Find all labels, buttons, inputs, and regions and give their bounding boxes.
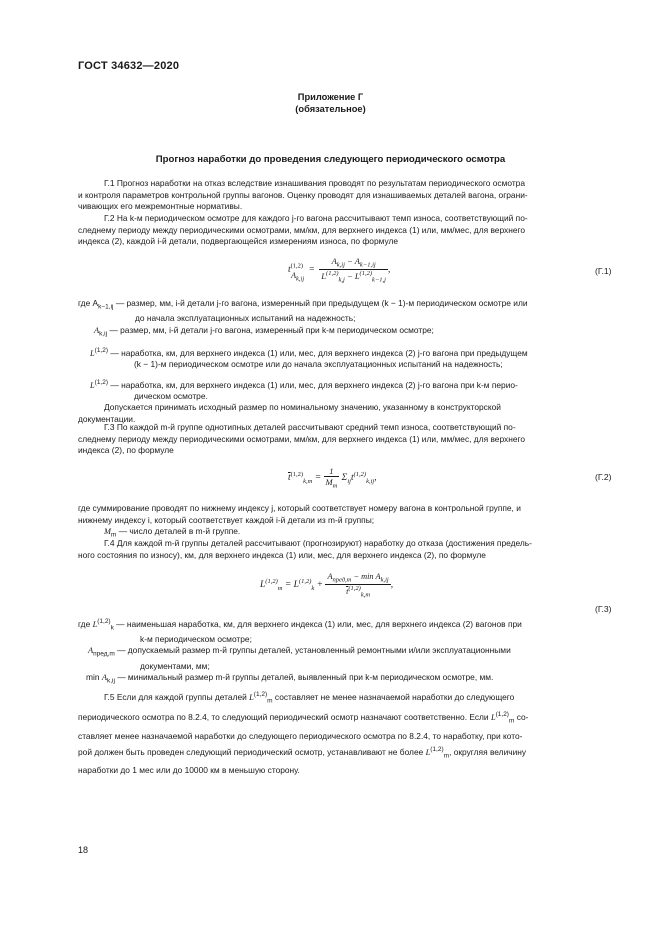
formula-g1: $t^{(1,2)}_{A_{k,ij}}$ = $\frac{A_{k,ij} - A_{k-1,ij}}{L^{(1,2)}_{k,j} - L^{(1,2)}_{k-1,j}}$ , bbox=[288, 256, 391, 284]
legend-item: где $A_{k-1,ij}$ — размер, мм, i-й детали j-го вагона, измеренный при предыдущем (k − 1)-м периодическом осмотре или bbox=[78, 298, 528, 311]
paragraph-g3 bbox=[78, 422, 614, 457]
paragraph-line: Г.4 Для каждой m-й группы деталей рассчитывают (прогнозируют) наработку до отказа (достижения предель- bbox=[104, 538, 532, 548]
paragraph-line: Г.3 По каждой m-й группе однотипных деталей рассчитывают средний темп износа, соответствующий по- bbox=[104, 422, 516, 432]
paragraph-line: следнему периоду между периодическими осмотрами, мм/км, для верхнего индекса (1) или, мм/мес, для верхнего bbox=[78, 224, 526, 235]
legend-g1 bbox=[78, 298, 618, 425]
paragraph-line: Г.5 Если для каждой группы деталей L$^{(1,2)}_m$ составляет не менее назначаемой наработки до следующего bbox=[104, 691, 515, 705]
annex-status: (обязательное) bbox=[295, 104, 366, 114]
note-line: Допускается принимать исходный размер по номинальному значению, указанному в конструкторской bbox=[104, 402, 501, 413]
legend-line: нижнему индексу i, который соответствует каждой i-й детали из m-й группы; bbox=[78, 514, 375, 525]
paragraph-line: и контроля параметров контрольной группы вагонов. Оценку проводят для изнашиваемых деталей вагона, ограни- bbox=[78, 189, 528, 200]
page-number: 18 bbox=[78, 845, 89, 855]
standard-header: ГОСТ 34632—2020 bbox=[78, 60, 180, 72]
formula-g3: L$^{(1,2)}_m$ = L$^{(1,2)}_k$ + $\frac{A_{пред,m} - \min A_{k,ij}}{\overline{t}^{(1,2)}_{k,m}}$ , bbox=[260, 572, 394, 599]
paragraph-line: чивающих его межремонтные нормативы. bbox=[78, 201, 243, 211]
legend-item: L$^{(1,2)}$ — наработка, км, для верхнего индекса (1) или, мес, для верхнего индекса (2) j-го вагона при k-м перио- bbox=[90, 378, 518, 390]
legend-item: $A_{пред,m}$ — допускаемый размер m-й группы деталей, установленный ремонтными и/или эксплуатационными bbox=[88, 645, 511, 659]
formula-number-g3: (Г.3) bbox=[595, 604, 612, 614]
paragraph-line: наработки до 1 мес или до 10000 км в меньшую сторону. bbox=[78, 765, 300, 776]
paragraph-g5 bbox=[78, 688, 614, 777]
legend-item: $A_{k,ij}$ — размер, мм, i-й детали j-го вагона, измеренный при k-м периодическом осмотре; bbox=[94, 324, 434, 338]
formula-number-g1: (Г.1) bbox=[595, 266, 612, 276]
legend-line: где суммирование проводят по нижнему индексу j, который соответствует номеру вагона в контрольной группе, и bbox=[78, 503, 521, 513]
formula-g2: $\overline{t}^{(1,2)}_{k,m}$ = $\frac{1}{M_m}$ $\Sigma_{ij}t^{(1,2)}_{k,ij}$, bbox=[288, 466, 377, 490]
paragraph-line: периодического осмотра по 8.2.4, то следующий периодический осмотр назначают соответственно. Если L$^{(1,2)}_m$ со- bbox=[78, 711, 529, 725]
legend-item: $M_m$ — число деталей в m-й группе. bbox=[104, 526, 241, 539]
paragraph-line: ставляет менее назначаемой наработки до следующего периодического осмотра по 8.2.4, то наработку, при кото- bbox=[78, 730, 523, 741]
paragraph-g2 bbox=[78, 213, 614, 248]
legend-g2 bbox=[78, 503, 618, 541]
section-title: Прогноз наработки до проведения следующего периодического осмотра bbox=[155, 154, 506, 165]
paragraph-line: индекса (2), по формуле bbox=[78, 445, 174, 455]
annex-title: Приложение Г bbox=[297, 92, 364, 102]
paragraph-line: индекса (2), каждой i-й детали, подвергающейся измерениям износа, по формуле bbox=[78, 236, 399, 246]
legend-item-cont: до начала эксплуатационных испытаний на надежность; bbox=[135, 313, 356, 324]
legend-item: где L$^{(1,2)}_k$ — наименьшая наработка, км, для верхнего индекса (1) или, мес, для верхнего индекса (2) вагонов при bbox=[78, 618, 522, 632]
paragraph-g4 bbox=[78, 538, 614, 561]
paragraph-line: Г.2 На k-м периодическом осмотре для каждого j-го вагона рассчитывают темп износа, соответствующий по- bbox=[104, 213, 528, 223]
legend-item: L$^{(1,2)}$ — наработка, км, для верхнего индекса (1) или, мес, для верхнего индекса (2) j-го вагона при предыдущем bbox=[90, 346, 528, 358]
paragraph-line: следнему периоду между периодическими осмотрами, мм/км, для верхнего индекса (1) или, мм/мес, для верхнего bbox=[78, 433, 526, 444]
legend-item-cont: k-м периодическом осмотре; bbox=[140, 633, 252, 644]
formula-number-g2: (Г.2) bbox=[595, 472, 612, 482]
legend-item-cont: документами, мм; bbox=[140, 660, 210, 671]
legend-item-cont: дическом осмотре. bbox=[134, 390, 208, 401]
paragraph-g1 bbox=[78, 178, 614, 213]
legend-item: $\min A_{k,ij}$ — минимальный размер m-й группы деталей, выявленный при k-м периодическом осмотре, мм. bbox=[86, 672, 494, 685]
paragraph-line: Г.1 Прогноз наработки на отказ вследствие изнашивания проводят по результатам периодического осмотра bbox=[104, 178, 525, 188]
paragraph-line: рой должен быть проведен следующий периодический осмотр, устанавливают не более L$^{(1,2)}_m$, округляя величину bbox=[78, 745, 527, 760]
legend-g3 bbox=[78, 616, 618, 687]
paragraph-line: ного состояния по износу), км, для верхнего индекса (1) или, мес, для верхнего индекса (2), по формуле bbox=[78, 549, 486, 560]
note-line: документации. bbox=[78, 413, 136, 424]
legend-item-cont: (k − 1)-м периодическом осмотре или до начала эксплуатационных испытаний на надежность; bbox=[134, 359, 503, 370]
